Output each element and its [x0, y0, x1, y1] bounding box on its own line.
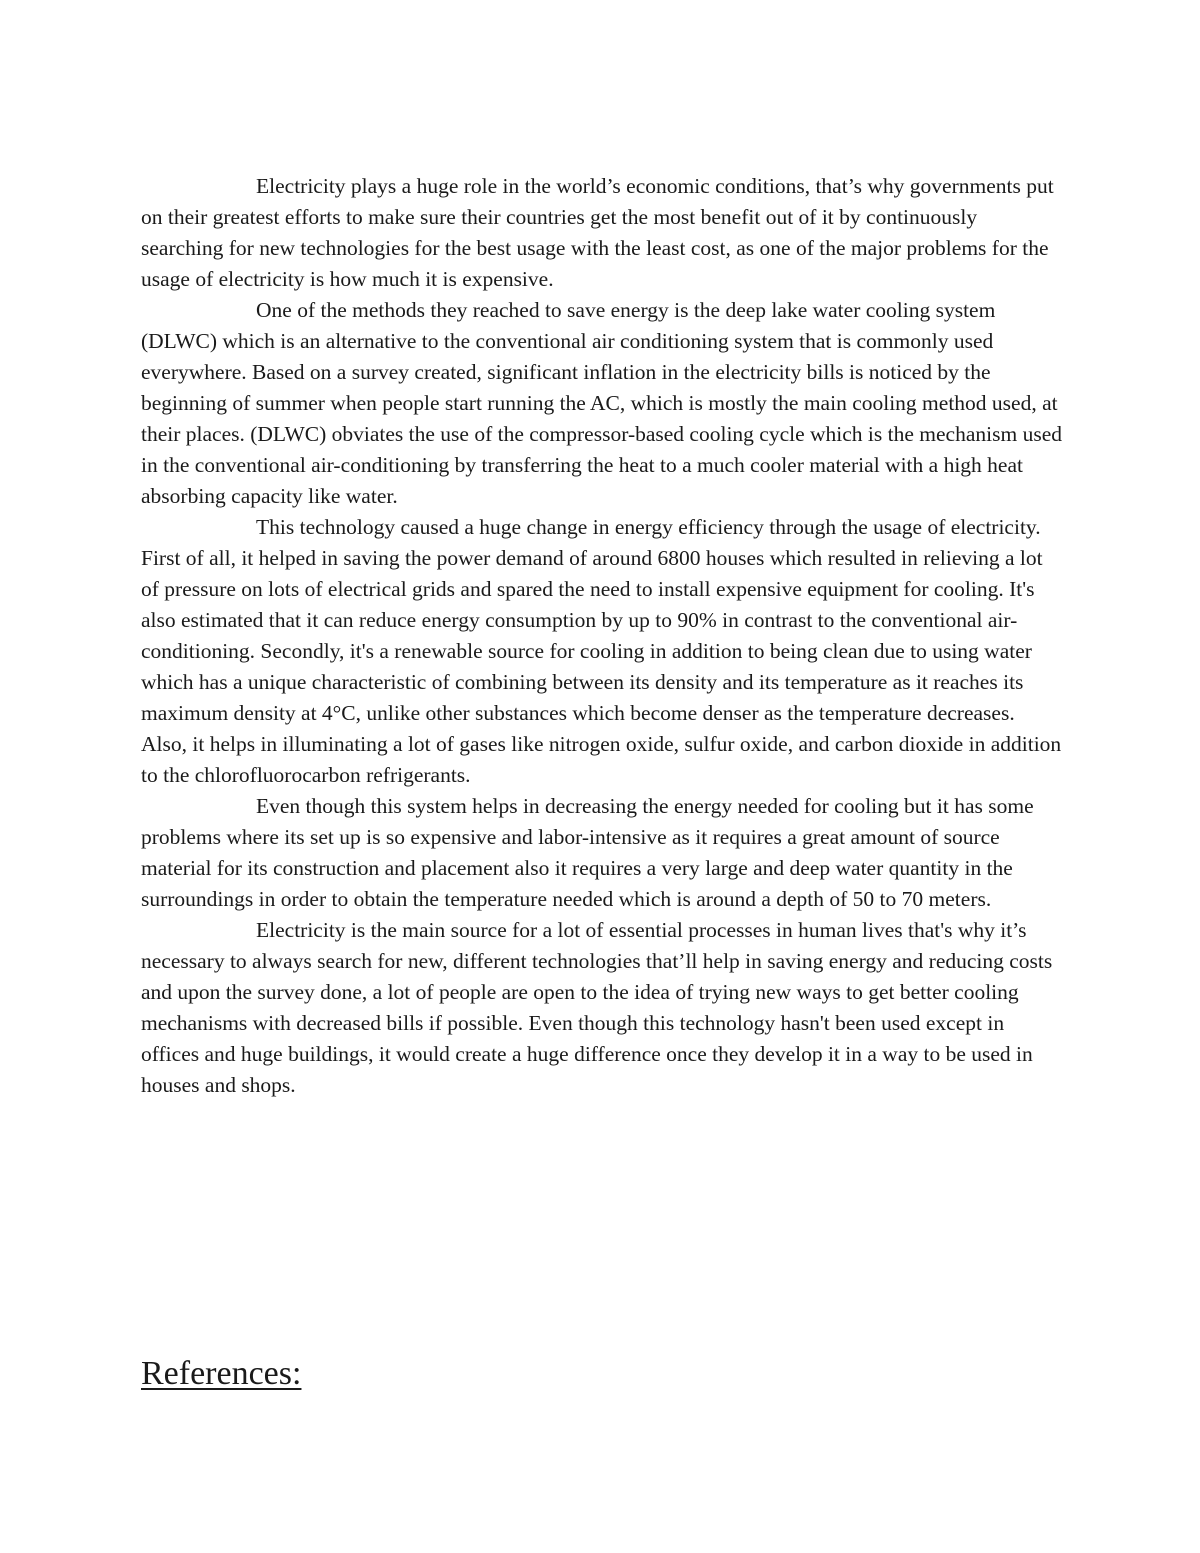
paragraph-dlwc-system: One of the methods they reached to save energy is the deep lake water cooling system (DLWC) which is an alternative to the conventional air conditioning system that is commonly used everywhere. Based on a survey created, significant inflation in the electricity bills is noticed by the beginning of summer when people start running the AC, which is mostly the main cooling method used, at their places. (DLWC) obviates the use of the compressor-based cooling cycle which is the mechanism used in the conventional air-conditioning by transferring the heat to a much cooler material with a high heat absorbing capacity like water.: [141, 298, 1062, 508]
references-heading: References:: [141, 1355, 302, 1392]
essay-body: [141, 171, 1062, 1101]
paragraph-conclusion: Electricity is the main source for a lot of essential processes in human lives that's why it’s necessary to always search for new, different technologies that’ll help in saving energy and reducing costs and upon the survey done, a lot of people are open to the idea of trying new ways to get better cooling mechanisms with decreased bills if possible. Even though this technology hasn't been used except in offices and huge buildings, it would create a huge difference once they develop it in a way to be used in houses and shops.: [141, 918, 1053, 1097]
paragraph-energy-efficiency: This technology caused a huge change in energy efficiency through the usage of electricity. First of all, it helped in saving the power demand of around 6800 houses which resulted in relieving a lot of pressure on lots of electrical grids and spared the need to install expensive equipment for cooling. It's also estimated that it can reduce energy consumption by up to 90% in contrast to the conventional air-conditioning. Secondly, it's a renewable source for cooling in addition to being clean due to using water which has a unique characteristic of combining between its density and its temperature as it reaches its maximum density at 4°C, unlike other substances which become denser as the temperature decreases. Also, it helps in illuminating a lot of gases like nitrogen oxide, sulfur oxide, and carbon dioxide in addition to the chlorofluorocarbon refrigerants.: [141, 515, 1062, 787]
paragraph-problems: Even though this system helps in decreasing the energy needed for cooling but it has some problems where its set up is so expensive and labor-intensive as it requires a great amount of source material for its construction and placement also it requires a very large and deep water quantity in the surroundings in order to obtain the temperature needed which is around a depth of 50 to 70 meters.: [141, 794, 1034, 911]
paragraph-electricity-role: Electricity plays a huge role in the world’s economic conditions, that’s why governments put on their greatest efforts to make sure their countries get the most benefit out of it by continuously searching for new technologies for the best usage with the least cost, as one of the major problems for the usage of electricity is how much it is expensive.: [141, 174, 1054, 291]
